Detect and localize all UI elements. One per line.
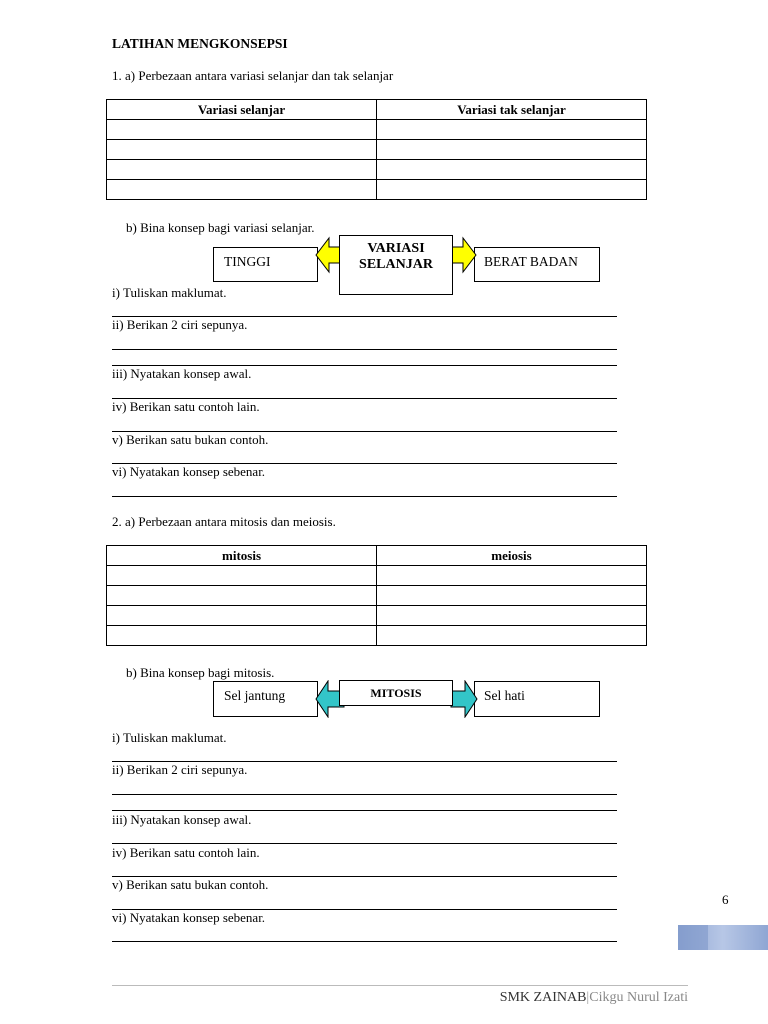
example-box-right: BERAT BADAN [474, 247, 600, 282]
q2-question-iii: iii) Nyatakan konsep awal. [112, 812, 252, 827]
q1-a-text: 1. a) Perbezaan antara variasi selanjar dan tak selanjar [112, 68, 394, 83]
table-header-row [107, 546, 647, 566]
page-number: 6 [722, 892, 729, 907]
footer-school: SMK ZAINAB [499, 990, 587, 1005]
answer-cell[interactable] [107, 586, 377, 606]
answer-cell[interactable] [107, 180, 377, 200]
arrow-right-icon [450, 680, 478, 718]
concept-box: VARIASI SELANJAR [339, 235, 453, 295]
answer-cell[interactable] [107, 120, 377, 140]
table-row [107, 140, 647, 160]
q2-b-text: b) Bina konsep bagi mitosis. [126, 665, 275, 680]
answer-cell[interactable] [377, 626, 647, 646]
concept-box: MITOSIS [339, 680, 453, 706]
answer-cell[interactable] [107, 606, 377, 626]
table-header: Variasi selanjar [107, 100, 377, 120]
answer-cell[interactable] [107, 140, 377, 160]
answer-line[interactable] [112, 794, 617, 795]
q1-difference-table [106, 99, 647, 200]
q1-b-text: b) Bina konsep bagi variasi selanjar. [126, 220, 315, 235]
example-box-right: Sel hati [474, 681, 600, 717]
table-header: Variasi tak selanjar [377, 100, 647, 120]
q2-question-iv: iv) Berikan satu contoh lain. [112, 845, 260, 860]
table-row [107, 586, 647, 606]
table-header-row [107, 100, 647, 120]
arrow-right-icon [450, 236, 478, 274]
table-header: meiosis [377, 546, 647, 566]
table-row [107, 606, 647, 626]
table-row [107, 566, 647, 586]
worksheet-title: LATIHAN MENGKONSEPSI [112, 36, 288, 51]
table-row [107, 626, 647, 646]
table-row [107, 160, 647, 180]
q2-question-i: i) Tuliskan maklumat. [112, 730, 227, 745]
answer-line[interactable] [112, 496, 617, 497]
page-tab-decoration [676, 922, 768, 952]
answer-cell[interactable] [377, 566, 647, 586]
q1-question-iv: iv) Berikan satu contoh lain. [112, 399, 260, 414]
answer-cell[interactable] [377, 586, 647, 606]
answer-cell[interactable] [377, 120, 647, 140]
q2-question-ii: ii) Berikan 2 ciri sepunya. [112, 762, 248, 777]
footer-divider [112, 985, 688, 986]
table-header: mitosis [107, 546, 377, 566]
q2-difference-table [106, 545, 647, 646]
table-row [107, 180, 647, 200]
q1-question-iii: iii) Nyatakan konsep awal. [112, 366, 252, 381]
answer-cell[interactable] [377, 180, 647, 200]
example-box-left: Sel jantung [213, 681, 318, 717]
example-box-left: TINGGI [213, 247, 318, 282]
q1-question-vi: vi) Nyatakan konsep sebenar. [112, 464, 266, 479]
answer-cell[interactable] [377, 160, 647, 180]
footer-separator: | [586, 990, 590, 1005]
answer-line[interactable] [112, 810, 617, 811]
q2-question-vi: vi) Nyatakan konsep sebenar. [112, 910, 266, 925]
q2-a-text: 2. a) Perbezaan antara mitosis dan meiosis. [112, 514, 336, 529]
q2-question-v: v) Berikan satu bukan contoh. [112, 877, 269, 892]
answer-cell[interactable] [107, 160, 377, 180]
answer-cell[interactable] [107, 626, 377, 646]
answer-line[interactable] [112, 349, 617, 350]
table-row [107, 120, 647, 140]
answer-line[interactable] [112, 843, 617, 844]
q1-question-ii: ii) Berikan 2 ciri sepunya. [112, 317, 248, 332]
q1-question-i: i) Tuliskan maklumat. [112, 285, 227, 300]
footer-teacher: Cikgu Nurul Izati [589, 990, 688, 1005]
q1-question-v: v) Berikan satu bukan contoh. [112, 432, 269, 447]
answer-cell[interactable] [107, 566, 377, 586]
answer-cell[interactable] [377, 606, 647, 626]
page-footer [500, 990, 688, 1006]
answer-line[interactable] [112, 941, 617, 942]
answer-cell[interactable] [377, 140, 647, 160]
